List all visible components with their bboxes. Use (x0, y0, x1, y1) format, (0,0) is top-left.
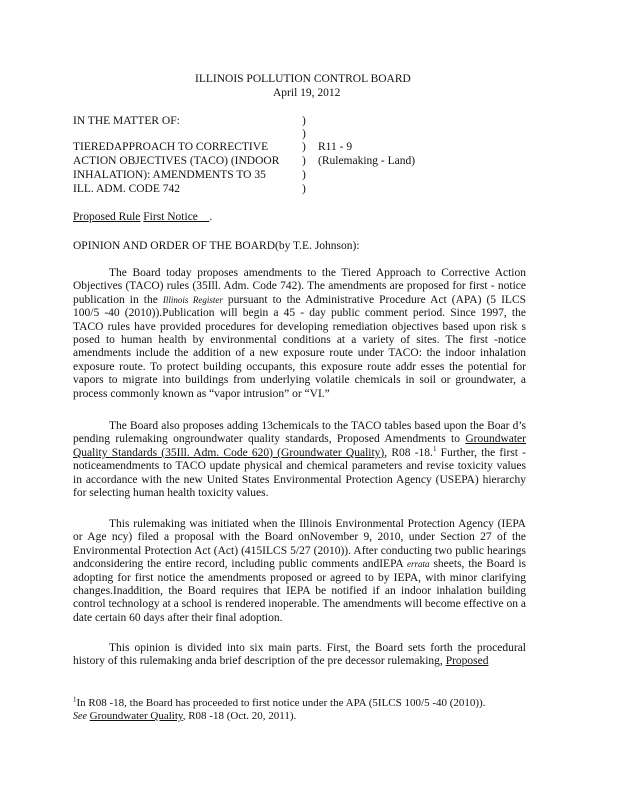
caption-paren: ) (302, 155, 306, 167)
footnote-text-a: In R08 -18, the Board has proceeded to first notice under the APA (5ILCS 100/5 -40 (2010)). (76, 697, 486, 709)
paragraph-4-text-a: This opinion is divided into six main parts. First, the Board sets forth the procedural history of this rulemaking anda brief description of the pre decessor rulemaking, (73, 642, 526, 668)
caption-paren: ) (302, 128, 306, 140)
caption-title-line-1: TIEREDAPPROACH TO CORRECTIVE (73, 141, 269, 153)
errata-term: errata (407, 559, 430, 570)
footnote-reference[interactable]: 1 (432, 444, 437, 453)
caption-paren: ) (302, 169, 306, 181)
proposed-link-text: Proposed (445, 655, 489, 668)
in-the-matter-of: IN THE MATTER OF: (73, 115, 180, 127)
footnote-citation: Groundwater Quality (89, 710, 183, 722)
caption-paren: ) (302, 183, 306, 195)
paragraph-1-text-a: The Board today proposes amendments to the Tiered Approach to Corrective Action Objectives (TACO) rules (35Ill. Adm. Code 742). The amendments are proposed for first - notice publication in the (73, 267, 526, 306)
proposed-period: . (209, 211, 213, 223)
footnote-mark: 1 (73, 695, 77, 704)
caption-paren: ) (302, 141, 306, 153)
caption-title-line-3: INHALATION): AMENDMENTS TO 35 (73, 169, 266, 181)
proposed-rule-line (73, 211, 212, 224)
paragraph-2-text-a: The Board also proposes adding 13chemicals to the TACO tables based upon the Boar d’s pending rulemaking ongroundwater quality standards, Proposed Amendments to (73, 420, 526, 446)
footnote-separator (73, 688, 243, 689)
caption-title-line-2: ACTION OBJECTIVES (TACO) (INDOOR (73, 155, 280, 167)
paragraph-1 (73, 267, 526, 401)
board-name: ILLINOIS POLLUTION CONTROL BOARD (195, 73, 411, 85)
paragraph-4 (73, 642, 526, 669)
footnote-see: See (73, 711, 87, 722)
paragraph-2-text-b: , R08 -18. (384, 446, 433, 459)
groundwater-quality-citation: Groundwater Quality Standards (35Ill. Adm. Code 620) (Groundwater Quality) (73, 433, 526, 459)
docket-number: R11 - 9 (318, 141, 353, 153)
proposed-rule-label: Proposed Rule (73, 211, 141, 223)
caption-title-line-4: ILL. ADM. CODE 742 (73, 183, 181, 195)
paragraph-2 (73, 420, 526, 500)
document-date: April 19, 2012 (273, 87, 341, 99)
illinois-register: Illinois Register (162, 294, 223, 305)
docket-type: (Rulemaking - Land) (318, 155, 416, 167)
footnote-text-b: , R08 -18 (Oct. 20, 2011). (182, 710, 297, 722)
paragraph-3 (73, 518, 526, 625)
footnote-1 (73, 697, 528, 723)
caption-paren: ) (302, 115, 306, 127)
paragraph-3-text-b: sheets, the Board is adopting for first notice the amendments proposed or agreed to by IEPA, with minor clarifying changes.Inaddition, the Board requires that IEPA be notified if an indoor inhalation building control technology at a school is rendered inoperable. The amendments will become effective on a date certain 60 days after their final adoption. (73, 558, 526, 624)
opinion-heading: OPINION AND ORDER OF THE BOARD(by T.E. Johnson): (73, 240, 360, 252)
paragraph-1-text-b: pursuant to the Administrative Procedure Act (APA) (5 ILCS 100/5 -40 (2010)).Publication will begin a 45 - day public comment period. Since 1997, the TACO rules have provided procedures for developing remediation objectives based upon risk s posed to human health by environmental conditions at a variety of sites. The first -notice amendments include the addition of a new exposure route under TACO: the indoor inhalation exposure route. To protect building occupants, this exposure route addr esses the potential for vapors to migrate into buildings from underlying volatile chemicals in soil or groundwater, a process commonly known as “vapor intrusion” or “VI.” (73, 293, 527, 400)
paragraph-3-text-a: This rulemaking was initiated when the Illinois Environmental Protection Agency (IEPA or Age ncy) filed a proposal with the Board onNovember 9, 2010, under Section 27 of the Environmental Protection Act (Act) (415ILCS 5/27 (2010)). After conducting two public hearings andconsidering the entire record, including public comments andIEPA (73, 518, 526, 571)
first-notice-label: First Notice (143, 211, 198, 223)
paragraph-2-text-c: Further, the first -noticeamendments to TACO update physical and chemical parameters and revise toxicity values in accordance with the new United States Environmental Protection Agency (USEPA) hierarchy for selecting human health toxicity values. (73, 446, 527, 500)
